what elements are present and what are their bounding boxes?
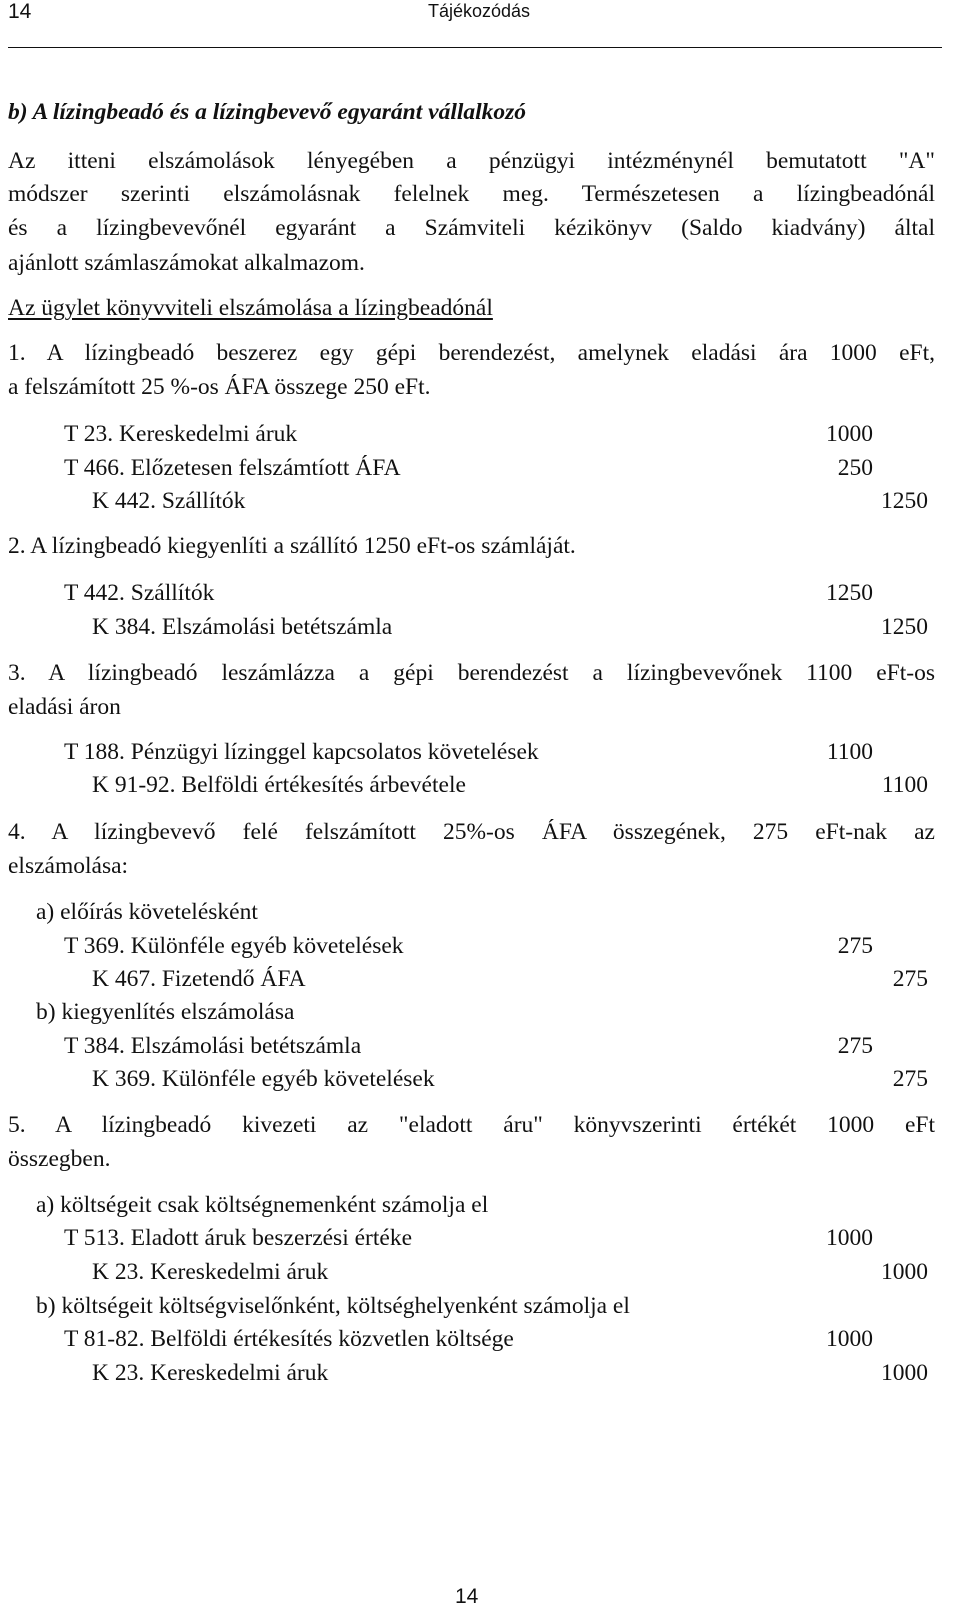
entry-label: T 23. Kereskedelmi áruk	[64, 421, 298, 447]
entry-amount: 1250	[881, 614, 928, 640]
step5-line: összegben.	[8, 1146, 111, 1172]
step1-line: a felszámított 25 %-os ÁFA összege 250 eFt.	[8, 374, 431, 400]
intro-line: Az itteni elszámolások lényegében a pénzügyi intézménynél bemutatott "A"	[8, 148, 935, 174]
entry-label: T 188. Pénzügyi lízinggel kapcsolatos követelések	[64, 739, 539, 765]
section-heading: b) A lízingbeadó és a lízingbevevő egyaránt vállalkozó	[8, 99, 527, 125]
step3-line: eladási áron	[8, 694, 121, 720]
subheading: Az ügylet könyvviteli elszámolása a lízingbeadónál	[8, 295, 493, 321]
entry-label: K 91-92. Belföldi értékesítés árbevétele	[92, 772, 466, 798]
step5-sub-b: b) költségeit költségviselőnként, költséghelyenként számolja el	[36, 1293, 630, 1319]
entry-label: T 81-82. Belföldi értékesítés közvetlen költsége	[64, 1326, 514, 1352]
entry-amount: 250	[837, 455, 873, 481]
entry-label: K 23. Kereskedelmi áruk	[92, 1360, 329, 1386]
intro-line: és a lízingbevevőnél egyaránt a Számviteli kézikönyv (Saldo kiadvány) által	[8, 215, 935, 241]
entry-amount: 1250	[881, 488, 928, 514]
step3-line: 3. A lízingbeadó leszámlázza a gépi berendezést a lízingbevevőnek 1100 eFt-os	[8, 660, 935, 686]
header-rule	[8, 47, 942, 48]
step4-sub-a: a) előírás követelésként	[36, 899, 258, 925]
entry-label: K 384. Elszámolási betétszámla	[92, 614, 393, 640]
entry-label: T 442. Szállítók	[64, 580, 215, 606]
entry-amount: 1100	[881, 772, 928, 798]
entry-label: T 466. Előzetesen felszámtíott ÁFA	[64, 455, 401, 481]
entry-label: K 442. Szállítók	[92, 488, 246, 514]
entry-amount: 275	[892, 966, 928, 992]
entry-amount: 1250	[826, 580, 873, 606]
header-page-number: 14	[8, 0, 32, 23]
entry-label: T 513. Eladott áruk beszerzési értéke	[64, 1225, 413, 1251]
footer-page-number: 14	[455, 1585, 479, 1608]
entry-label: T 384. Elszámolási betétszámla	[64, 1033, 362, 1059]
header-title: Tájékozódás	[428, 1, 531, 21]
step2-line: 2. A lízingbeadó kiegyenlíti a szállító 1250 eFt-os számláját.	[8, 533, 576, 559]
entry-amount: 1000	[881, 1259, 928, 1285]
entry-amount: 1100	[826, 739, 873, 765]
intro-line: módszer szerinti elszámolásnak felelnek meg. Természetesen a lízingbeadónál	[8, 181, 935, 207]
entry-label: T 369. Különféle egyéb követelések	[64, 933, 404, 959]
step5-sub-a: a) költségeit csak költségnemenként számolja el	[36, 1192, 489, 1218]
step4-sub-b: b) kiegyenlítés elszámolása	[36, 999, 295, 1025]
entry-amount: 275	[892, 1066, 928, 1092]
step4-line: 4. A lízingbevevő felé felszámított 25%-os ÁFA összegének, 275 eFt-nak az	[8, 819, 935, 845]
entry-label: K 467. Fizetendő ÁFA	[92, 966, 306, 992]
entry-amount: 1000	[826, 1225, 873, 1251]
step1-line: 1. A lízingbeadó beszerez egy gépi berendezést, amelynek eladási ára 1000 eFt,	[8, 340, 935, 366]
entry-label: K 23. Kereskedelmi áruk	[92, 1259, 329, 1285]
entry-amount: 1000	[826, 1326, 873, 1352]
step4-line: elszámolása:	[8, 853, 129, 879]
entry-amount: 275	[837, 933, 873, 959]
step5-line: 5. A lízingbeadó kivezeti az "eladott áru" könyvszerinti értékét 1000 eFt	[8, 1112, 935, 1138]
entry-amount: 275	[837, 1033, 873, 1059]
intro-line: ajánlott számlaszámokat alkalmazom.	[8, 250, 365, 276]
entry-amount: 1000	[881, 1360, 928, 1386]
entry-amount: 1000	[826, 421, 873, 447]
entry-label: K 369. Különféle egyéb követelések	[92, 1066, 435, 1092]
